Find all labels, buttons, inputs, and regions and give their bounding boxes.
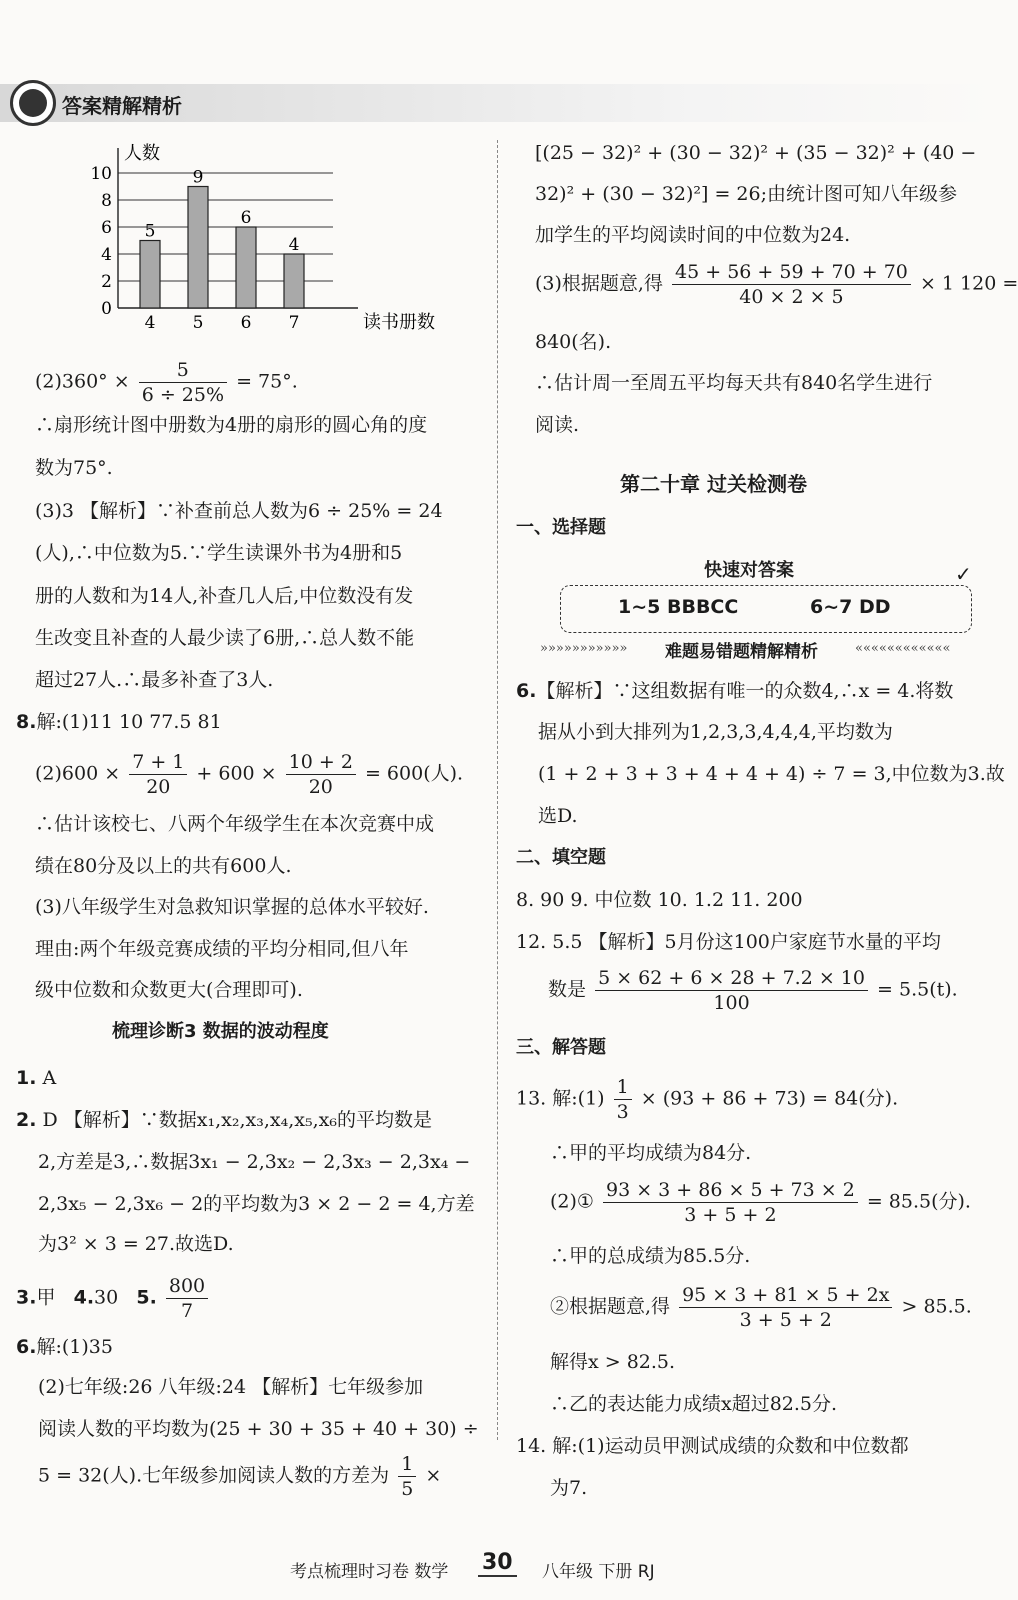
left-line-2: ∴扇形统计图中册数为4册的扇形的圆心角的度	[35, 414, 428, 436]
left-line-5: (人),∴中位数为5.∵学生读课外书为4册和5	[35, 542, 403, 564]
x-tick-label: 6	[240, 313, 252, 333]
left-q6-b: (2)七年级:26 八年级:24 【解析】七年级参加	[38, 1376, 424, 1398]
header-title: 答案精解精析	[62, 94, 182, 118]
y-tick-label: 10	[90, 164, 112, 184]
bar-data-label: 9	[192, 167, 204, 188]
section-solve: 三、解答题	[516, 1037, 606, 1058]
left-q2-d: 为3² × 3 = 27.故选D.	[38, 1233, 234, 1255]
section-choice: 一、选择题	[516, 517, 606, 538]
right-line-10: (1 + 2 + 3 + 3 + 4 + 4 + 4) ÷ 7 = 3,中位数为3.故	[538, 763, 1005, 785]
bar-data-label: 5	[144, 221, 156, 242]
right-line-3: 加学生的平均阅读时间的中位数为24.	[535, 224, 851, 246]
right-line-17: (2)① $\frac{93 \times 3 + 86 \times 5 + 73 \times 2}{3 + 5 + 2}$ = 85.5(分).	[550, 1179, 971, 1226]
y-axis-label: 人数	[124, 143, 160, 164]
brand-logo-icon	[10, 80, 56, 126]
left-line-12: 绩在80分及以上的共有600人.	[35, 855, 292, 877]
arrows-right-deco: ««««««««««««	[855, 641, 951, 656]
left-line-7: 生改变且补查的人最少读了6册,∴总人数不能	[35, 627, 415, 649]
y-tick-label: 8	[101, 191, 112, 211]
bar	[188, 187, 208, 309]
footer-left: 考点梳理时习卷 数学	[290, 1562, 449, 1582]
right-line-11: 选D.	[538, 805, 578, 827]
footer-right: 八年级 下册 RJ	[542, 1562, 655, 1582]
bar-data-label: 4	[288, 235, 300, 255]
left-line-11: ∴估计该校七、八两个年级学生在本次竞赛中成	[35, 813, 435, 835]
hard-title: 难题易错题精解精析	[665, 642, 818, 662]
right-line-21: ∴乙的表达能力成绩x超过82.5分.	[550, 1393, 838, 1415]
right-q13: 13. 解:(1) $\frac{1}{3}$ × (93 + 86 + 73) = 84(分).	[516, 1076, 899, 1123]
x-axis-label: 读书册数	[363, 312, 435, 333]
left-line-1: (2)360° × $\frac{5}{6 \div 25\%}$ = 75°.	[35, 359, 298, 406]
right-line-23: 为7.	[550, 1477, 588, 1499]
right-line-2: 32)² + (30 − 32)²] = 26;由统计图可知八年级参	[535, 183, 957, 205]
right-line-20: 解得x > 82.5.	[550, 1351, 676, 1373]
bar	[236, 227, 256, 308]
left-q6-c: 阅读人数的平均数为(25 + 30 + 35 + 40 + 30) ÷	[38, 1418, 479, 1440]
y-tick-label: 2	[101, 272, 112, 292]
left-q6-d: 5 = 32(人).七年级参加阅读人数的方差为 $\frac{1}{5}$ ×	[38, 1453, 442, 1500]
bar-chart	[80, 138, 435, 338]
right-line-16: ∴甲的平均成绩为84分.	[550, 1142, 752, 1164]
right-q6: 6.【解析】∵这组数据有唯一的众数4,∴x = 4.将数	[516, 680, 954, 702]
left-line-3: 数为75°.	[35, 457, 113, 479]
quick-answer-1: 1~5 BBBCC	[618, 596, 739, 618]
left-q6: 6.解:(1)35	[16, 1336, 113, 1358]
right-line-14: 数是 $\frac{5 \times 62 + 6 \times 28 + 7.2 \times 10}{100}$ = 5.5(t).	[548, 967, 958, 1014]
right-line-6: ∴估计周一至周五平均每天共有840名学生进行	[535, 372, 933, 394]
left-q1: 1. A	[16, 1067, 57, 1089]
y-tick-label: 6	[101, 218, 112, 238]
right-line-7: 阅读.	[535, 414, 580, 436]
y-tick-label: 4	[101, 245, 112, 265]
y-tick-label: 0	[101, 299, 112, 319]
right-line-4: (3)根据题意,得 $\frac{45 + 56 + 59 + 70 + 70}{40 \times 2 \times 5}$ × 1 120 =	[535, 261, 1018, 308]
right-line-22: 14. 解:(1)运动员甲测试成绩的众数和中位数都	[516, 1435, 909, 1457]
bar	[284, 254, 304, 308]
left-q2: 2. D 【解析】∵数据x₁,x₂,x₃,x₄,x₅,x₆的平均数是	[16, 1109, 432, 1131]
right-line-12: 8. 90 9. 中位数 10. 1.2 11. 200	[516, 889, 803, 911]
left-line-14: 理由:两个年级竞赛成绩的平均分相同,但八年	[35, 938, 409, 960]
left-q8: 8.解:(1)11 10 77.5 81	[16, 711, 222, 733]
chapter-heading: 第二十章 过关检测卷	[620, 472, 807, 496]
section-fill: 二、填空题	[516, 847, 606, 868]
column-divider	[497, 140, 498, 1440]
left-line-8: 超过27人.∴最多补查了3人.	[35, 669, 274, 691]
check-icon: ✓	[955, 562, 972, 586]
section-heading: 梳理诊断3 数据的波动程度	[112, 1021, 329, 1042]
quick-answer-title: 快速对答案	[698, 556, 800, 582]
right-line-13: 12. 5.5 【解析】5月份这100户家庭节水量的平均	[516, 931, 941, 953]
left-line-15: 级中位数和众数更大(合理即可).	[35, 979, 303, 1001]
x-tick-label: 5	[192, 313, 204, 333]
left-q2-c: 2,3x₅ − 2,3x₆ − 2的平均数为3 × 2 − 2 = 4,方差	[38, 1193, 475, 1215]
arrows-left-deco: »»»»»»»»»»»	[540, 641, 628, 656]
x-tick-label: 4	[144, 313, 156, 333]
left-q3-q5: 3.甲 4.30 5. $\frac{800}{7}$	[16, 1274, 211, 1323]
bar	[140, 241, 160, 309]
right-line-18: ∴甲的总成绩为85.5分.	[550, 1245, 751, 1267]
left-q2-b: 2,方差是3,∴数据3x₁ − 2,3x₂ − 2,3x₃ − 2,3x₄ −	[38, 1151, 471, 1173]
right-line-5: 840(名).	[535, 331, 612, 353]
x-tick-label: 7	[288, 313, 300, 333]
quick-answer-2: 6~7 DD	[810, 596, 891, 618]
page-number: 30	[478, 1550, 517, 1577]
left-line-6: 册的人数和为14人,补查几人后,中位数没有发	[35, 585, 414, 607]
right-line-1: [(25 − 32)² + (30 − 32)² + (35 − 32)² + (40 −	[535, 142, 977, 164]
bar-data-label: 6	[240, 208, 252, 228]
left-line-10: (2)600 × $\frac{7 + 1}{20}$ + 600 × $\frac{10 + 2}{20}$ = 600(人).	[35, 751, 464, 798]
right-line-19: ②根据题意,得 $\frac{95 \times 3 + 81 \times 5 + 2x}{3 + 5 + 2}$ > 85.5.	[550, 1284, 972, 1331]
left-line-4: (3)3 【解析】∵补查前总人数为6 ÷ 25% = 24	[35, 500, 443, 522]
left-line-13: (3)八年级学生对急救知识掌握的总体水平较好.	[35, 896, 429, 918]
right-line-9: 据从小到大排列为1,2,3,3,4,4,4,平均数为	[538, 721, 893, 743]
